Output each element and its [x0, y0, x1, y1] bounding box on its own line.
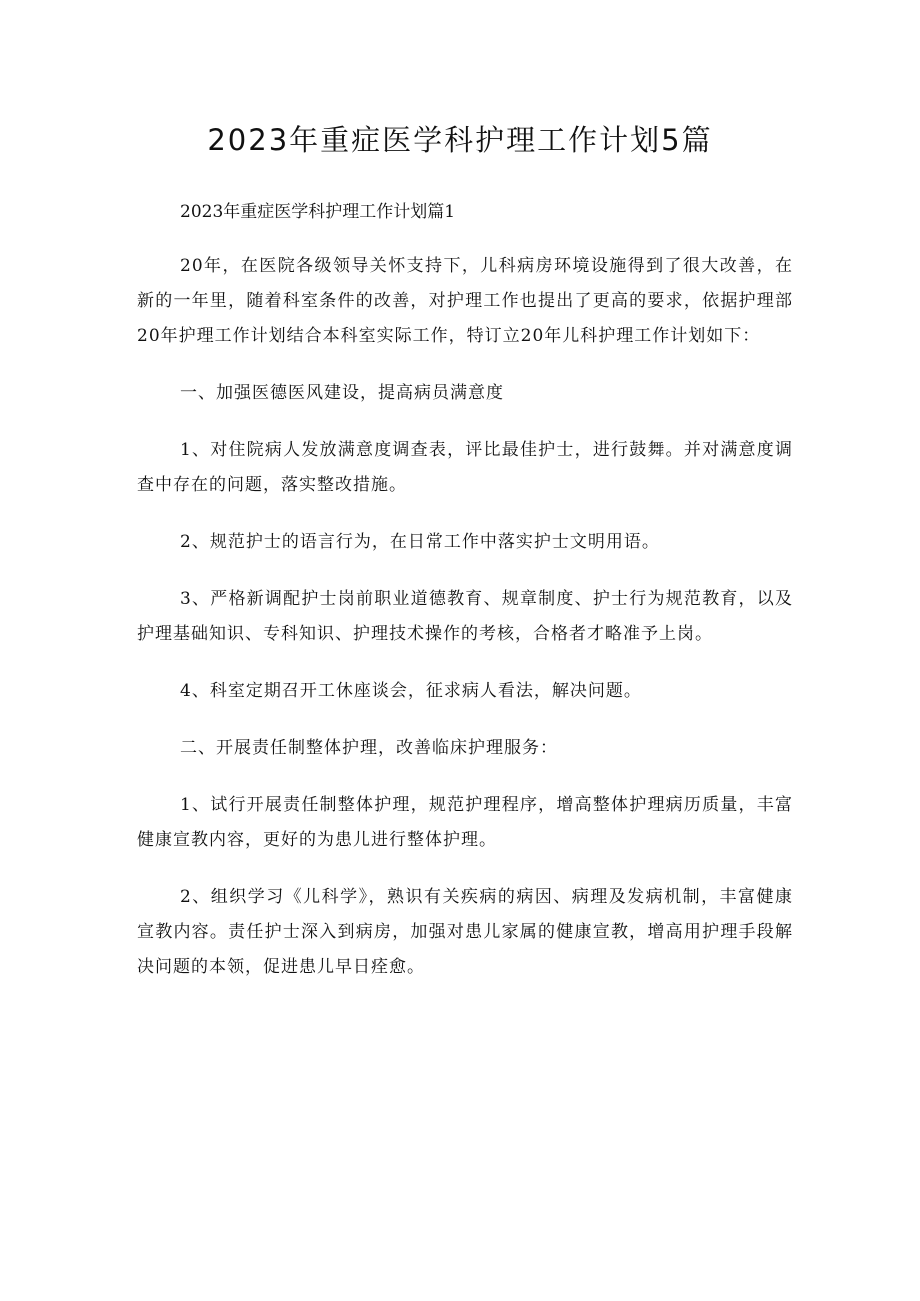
paragraph-intro: 20年，在医院各级领导关怀支持下，儿科病房环境设施得到了很大改善，在新的一年里，随着科室条件的改善，对护理工作也提出了更高的要求，依据护理部20年护理工作计划结合本科室实际工作，特订立20年儿科护理工作计划如下：	[137, 256, 793, 346]
paragraph-item-1-4: 4、科室定期召开工休座谈会，征求病人看法，解决问题。	[180, 681, 642, 701]
section-heading-1: 一、加强医德医风建设，提高病员满意度	[180, 383, 504, 403]
section-heading-2: 二、开展责任制整体护理，改善临床护理服务：	[180, 738, 558, 758]
document-title: 2023年重症医学科护理工作计划5篇	[207, 123, 713, 157]
paragraph-item-1-3: 3、严格新调配护士岗前职业道德教育、规章制度、护士行为规范教育，以及护理基础知识、专科知识、护理技术操作的考核，合格者才略准予上岗。	[137, 589, 793, 644]
document-subtitle: 2023年重症医学科护理工作计划篇1	[180, 202, 456, 222]
paragraph-item-2-2: 2、组织学习《儿科学》，熟识有关疾病的病因、病理及发病机制，丰富健康宣教内容。责任护士深入到病房，加强对患儿家属的健康宣教，增高用护理手段解决问题的本领，促进患儿早日痊愈。	[137, 887, 793, 977]
document-body	[137, 249, 793, 1007]
paragraph-item-2-1: 1、试行开展责任制整体护理，规范护理程序，增高整体护理病历质量，丰富健康宣教内容，更好的为患儿进行整体护理。	[137, 795, 793, 850]
paragraph-item-1-1: 1、对住院病人发放满意度调查表，评比最佳护士，进行鼓舞。并对满意度调查中存在的问题，落实整改措施。	[137, 440, 793, 495]
paragraph-item-1-2: 2、规范护士的语言行为，在日常工作中落实护士文明用语。	[180, 532, 660, 552]
